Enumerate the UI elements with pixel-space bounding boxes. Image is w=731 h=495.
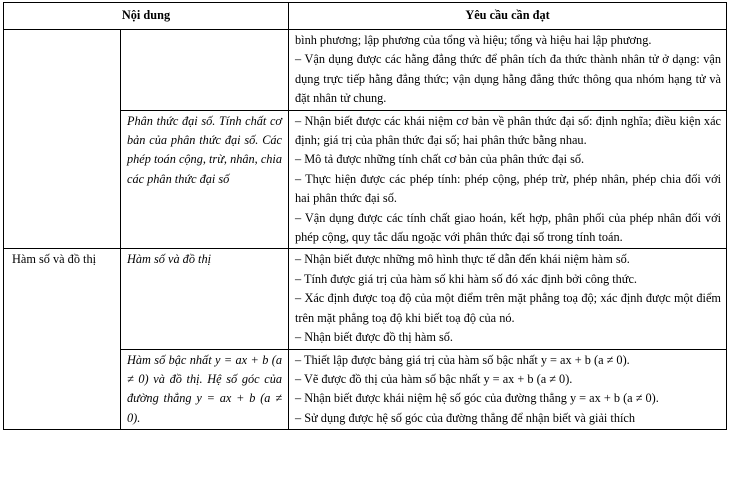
subtopic-cell: Phân thức đại số. Tính chất cơ bản của phân thức đại số. Các phép toán cộng, trừ, nhân, chia các phân thức đại số [121, 110, 289, 249]
requirements-cell [289, 110, 727, 249]
requirements-cell [289, 249, 727, 349]
table-header-row [4, 3, 727, 30]
requirement-line: – Vẽ được đồ thị của hàm số bậc nhất y = ax + b (a ≠ 0). [295, 371, 573, 386]
requirement-line: – Sử dụng được hệ số góc của đường thẳng để nhận biết và giải thích [295, 410, 636, 425]
subtopic-cell [121, 30, 289, 111]
topic-cell: Hàm số và đồ thị [4, 249, 121, 430]
header-content: Nội dung [4, 3, 289, 30]
subtopic-cell: Hàm số bậc nhất y = ax + b (a ≠ 0) và đồ thị. Hệ số góc của đường thẳng y = ax + b (a ≠ 0). [121, 349, 289, 430]
requirement-line: – Thiết lập được bảng giá trị của hàm số bậc nhất y = ax + b (a ≠ 0). [295, 352, 630, 367]
requirement-line: – Nhận biết được các khái niệm cơ bản về phân thức đại số: định nghĩa; điều kiện xác định; giá trị của phân thức đại số; hai phân thức bằng nhau. [295, 113, 721, 148]
table-row [4, 249, 727, 349]
requirements-cell [289, 30, 727, 111]
subtopic-cell: Hàm số và đồ thị [121, 249, 289, 349]
table-row [4, 30, 727, 111]
requirement-line: – Thực hiện được các phép tính: phép cộng, phép trừ, phép nhân, phép chia đối với hai phân thức đại số. [295, 171, 721, 206]
requirement-line: – Nhận biết được những mô hình thực tế dẫn đến khái niệm hàm số. [295, 252, 630, 267]
header-requirements: Yêu cầu cần đạt [289, 3, 727, 30]
requirement-line: – Vận dụng được các tính chất giao hoán, kết hợp, phân phối của phép nhân đối với phép cộng, quy tắc dấu ngoặc với phân thức đại số trong tính toán. [295, 210, 721, 245]
requirement-line: – Tính được giá trị của hàm số khi hàm số đó xác định bởi công thức. [295, 271, 638, 286]
requirements-cell [289, 349, 727, 430]
topic-cell [4, 30, 121, 249]
requirement-line: – Xác định được toạ độ của một điểm trên mặt phẳng toạ độ; xác định được một điểm trên mặt phẳng toạ độ khi biết toạ độ của nó. [295, 291, 721, 325]
requirement-line: – Vận dụng được các hằng đẳng thức để phân tích đa thức thành nhân tử ở dạng: vận dụng trực tiếp hằng đẳng thức; vận dụng hằng đẳng thức thông qua nhóm hạng tử và đặt nhân tử chung. [295, 52, 721, 106]
curriculum-table [3, 2, 727, 430]
requirement-line: – Nhận biết được khái niệm hệ số góc của đường thẳng y = ax + b (a ≠ 0). [295, 391, 659, 406]
requirement-line: – Nhận biết được đồ thị hàm số. [295, 330, 453, 345]
requirement-line: – Mô tả được những tính chất cơ bản của phân thức đại số. [295, 152, 585, 167]
requirement-line: bình phương; lập phương của tổng và hiệu; tổng và hiệu hai lập phương. [295, 33, 652, 47]
